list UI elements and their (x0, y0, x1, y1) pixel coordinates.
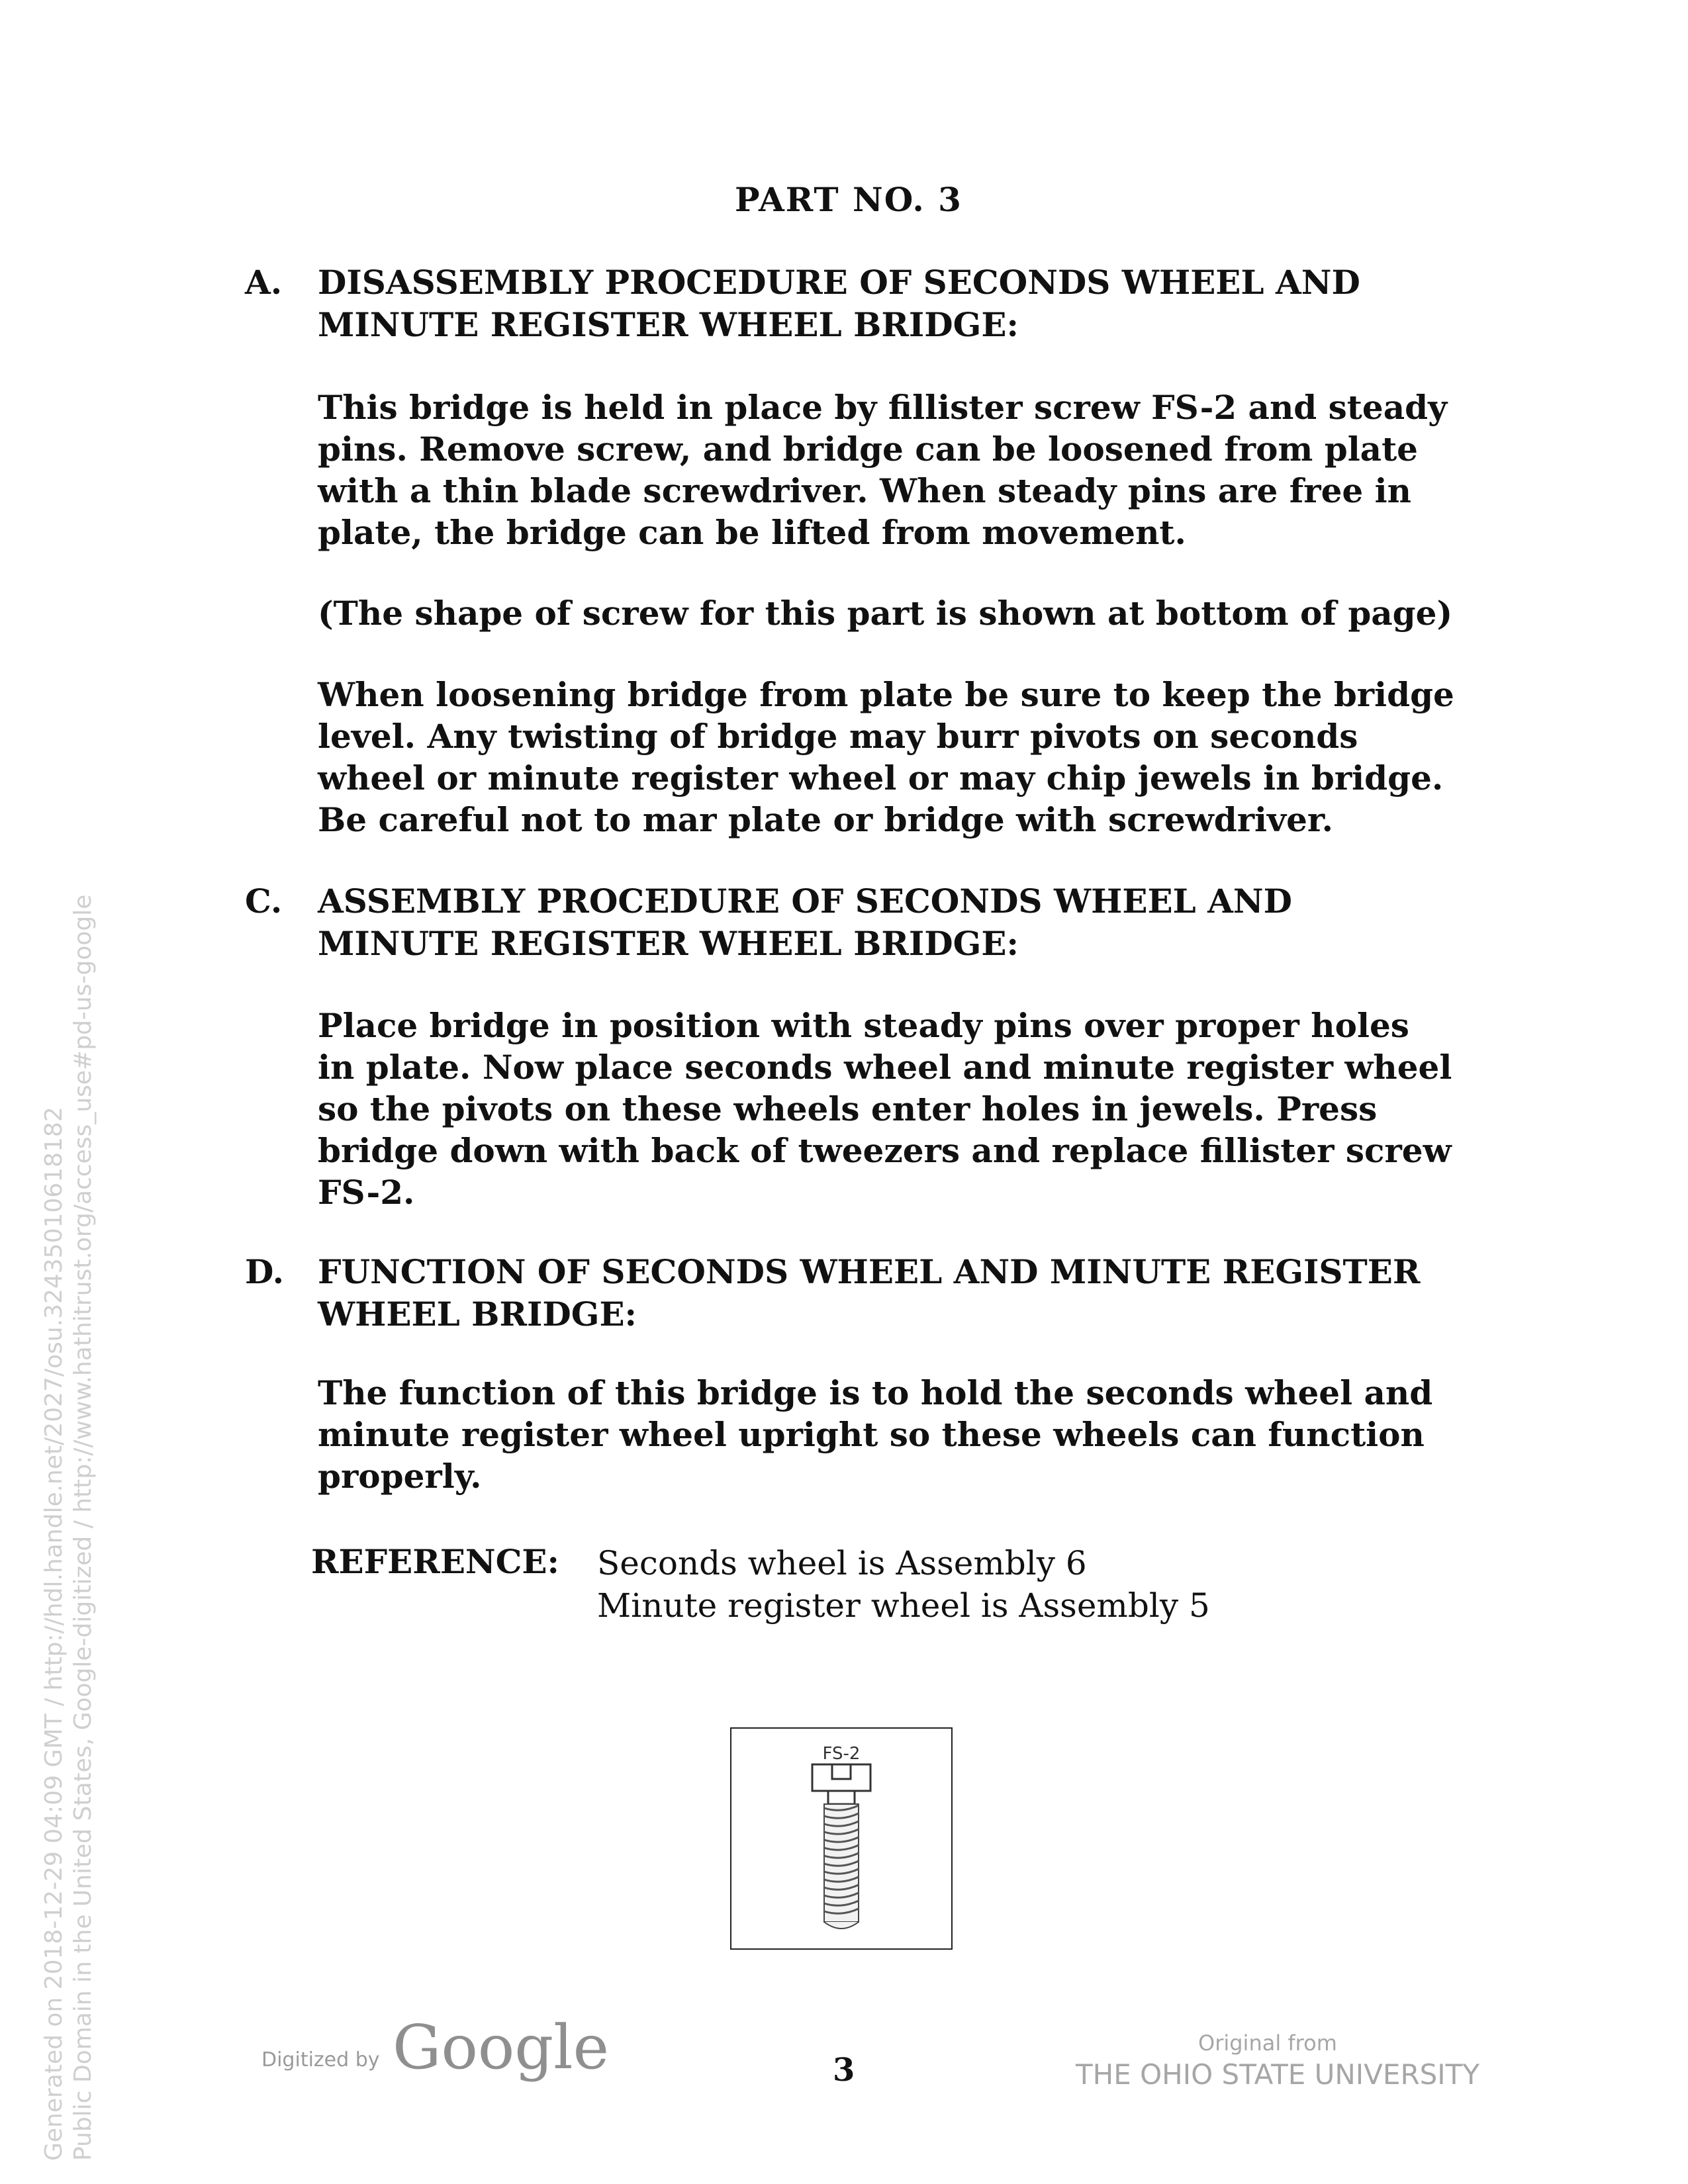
section-letter: C. (245, 882, 283, 921)
text-line: so the pivots on these wheels enter holes in jewels. Press (318, 1089, 1378, 1128)
original-from-label: Original from (1198, 2030, 1337, 2056)
section-heading-line: MINUTE REGISTER WHEEL BRIDGE: (318, 305, 1019, 344)
text-line: with a thin blade screwdriver. When steady pins are free in (318, 471, 1411, 510)
text-line: (The shape of screw for this part is shown at bottom of page) (318, 594, 1453, 633)
google-logo: Google (393, 2012, 610, 2083)
text-line: Place bridge in position with steady pins over proper holes (318, 1006, 1409, 1045)
section-heading-line: FUNCTION OF SECONDS WHEEL AND MINUTE REGISTER (318, 1252, 1421, 1291)
text-line: minute register wheel upright so these wheels can function (318, 1415, 1425, 1454)
section-heading-line: ASSEMBLY PROCEDURE OF SECONDS WHEEL AND (318, 882, 1292, 921)
stamp-line: Public Domain in the United States, Google-digitized / http://www.hathitrust.org/access_use#pd-us-google (70, 894, 97, 2161)
paragraph-a2 (318, 592, 1452, 634)
text-line: This bridge is held in place by fillister screw FS-2 and steady (318, 388, 1448, 427)
paragraph-c1 (318, 1005, 1452, 1213)
section-a-heading (245, 261, 1360, 346)
paragraph-d1 (318, 1372, 1432, 1497)
paragraph-a3 (318, 674, 1454, 841)
section-letter: A. (245, 263, 283, 302)
text-line: The function of this bridge is to hold the seconds wheel and (318, 1373, 1433, 1412)
section-heading-line: MINUTE REGISTER WHEEL BRIDGE: (318, 924, 1019, 963)
section-letter: D. (245, 1252, 284, 1291)
text-line: Be careful not to mar plate or bridge with screwdriver. (318, 800, 1334, 839)
reference-item: Seconds wheel is Assembly 6 (597, 1544, 1087, 1582)
text-line: plate, the bridge can be lifted from movement. (318, 513, 1186, 552)
screw-figure (730, 1727, 953, 1950)
page-number: 3 (833, 2052, 855, 2089)
text-line: When loosening bridge from plate be sure to keep the bridge (318, 675, 1454, 714)
section-heading-line: WHEEL BRIDGE: (318, 1295, 637, 1334)
text-line: properly. (318, 1457, 482, 1496)
paragraph-a1 (318, 387, 1447, 553)
fillister-screw-icon (731, 1729, 951, 1948)
text-line: in plate. Now place seconds wheel and minute register wheel (318, 1048, 1452, 1087)
reference-label: REFERENCE: (311, 1542, 559, 1581)
text-line: bridge down with back of tweezers and replace fillister screw (318, 1131, 1452, 1170)
section-heading-line: DISASSEMBLY PROCEDURE OF SECONDS WHEEL AND (318, 263, 1360, 302)
reference-list (597, 1542, 1210, 1627)
text-line: wheel or minute register wheel or may chip jewels in bridge. (318, 758, 1444, 797)
page-title: PART NO. 3 (735, 180, 962, 219)
section-c-heading (245, 880, 1292, 965)
text-line: FS-2. (318, 1173, 415, 1212)
reference-item: Minute register wheel is Assembly 5 (597, 1586, 1210, 1625)
text-line: level. Any twisting of bridge may burr pivots on seconds (318, 717, 1358, 756)
university-name: THE OHIO STATE UNIVERSITY (1076, 2058, 1479, 2091)
figure-label: FS-2 (822, 1744, 861, 1764)
digitized-by-label: Digitized by (261, 2048, 380, 2071)
text-line: pins. Remove screw, and bridge can be loosened from plate (318, 430, 1418, 469)
hathitrust-side-stamp (40, 895, 98, 2161)
stamp-line: Generated on 2018-12-29 04:09 GMT / http://hdl.handle.net/2027/osu.32435010618182 (40, 1107, 68, 2161)
section-d-heading (245, 1251, 1420, 1336)
